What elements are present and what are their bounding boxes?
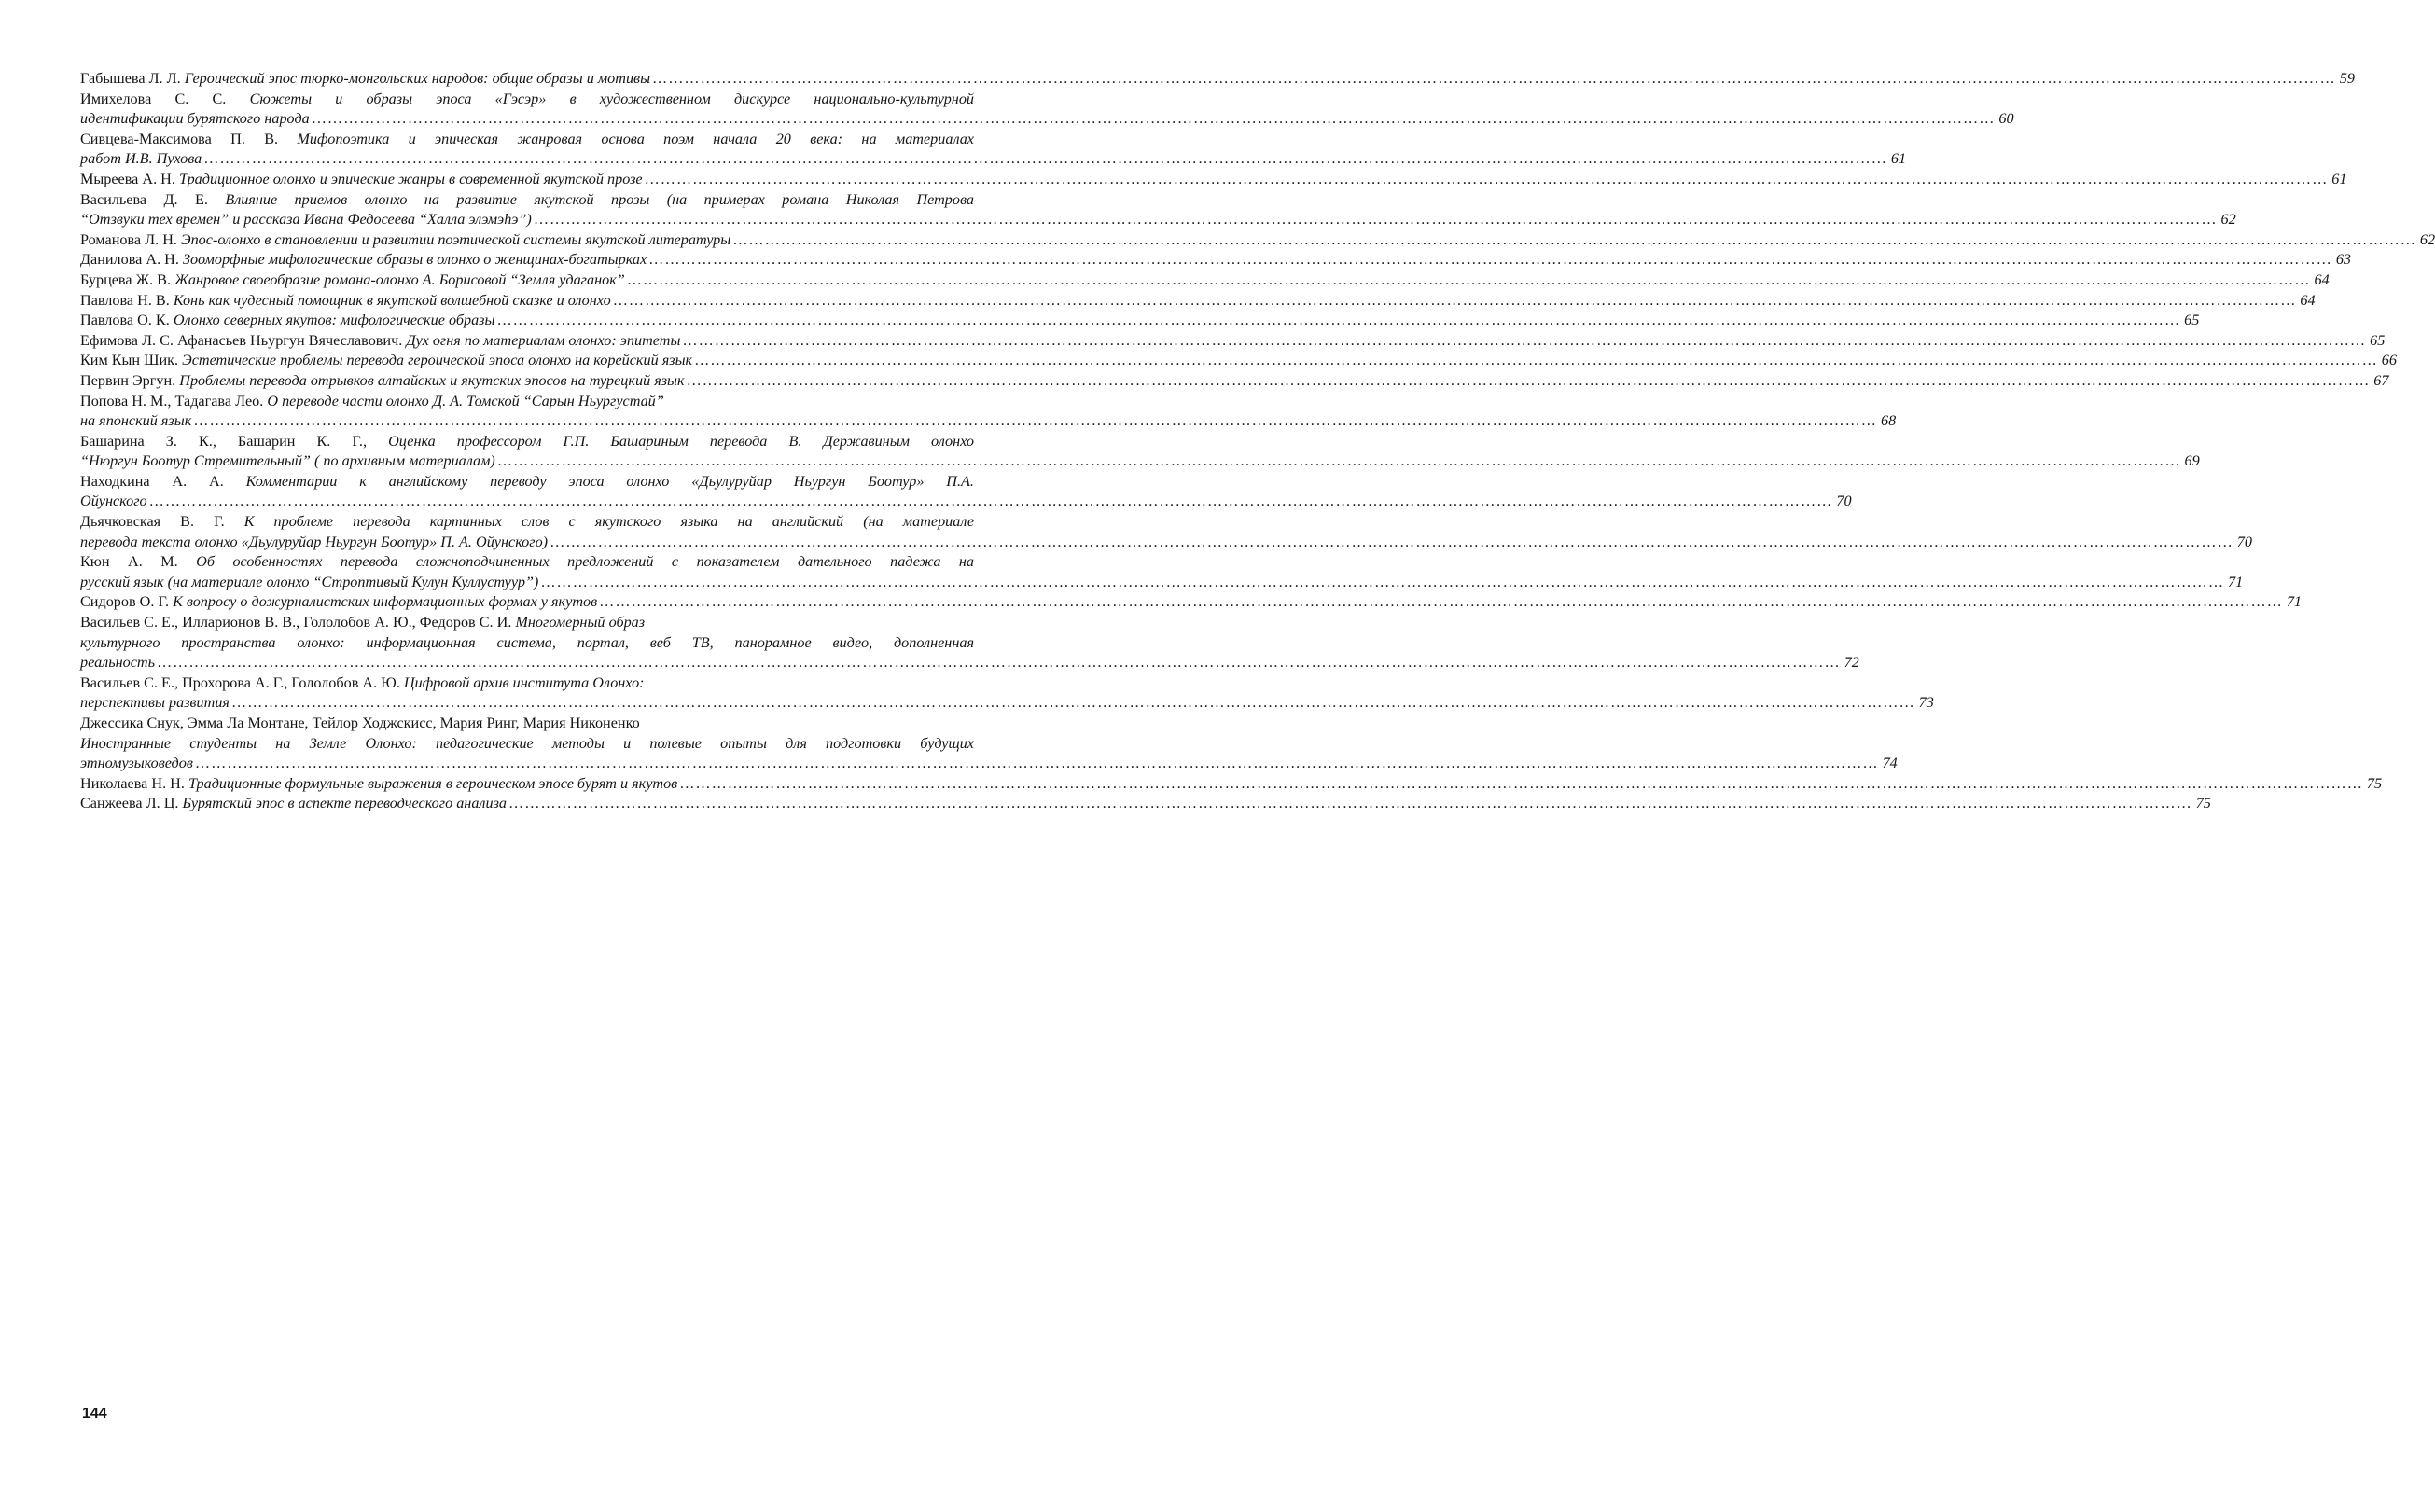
toc-line (80, 613, 974, 633)
toc-line-text (80, 473, 974, 490)
toc-entry (80, 552, 2244, 592)
toc-page-number: 71 (2286, 593, 2303, 611)
toc-leader-dots (611, 291, 2299, 312)
toc-title: Зооморфные мифологические образы в олонхо о женщинах-богатырках (182, 251, 647, 269)
toc-line (80, 653, 1859, 673)
toc-title: “Отзвуки тех времен” и рассказа Ивана Федосеева “Халла элэмэһэ”) (80, 211, 532, 229)
toc-title: перевода текста олонхо «Дьулуруйар Ньургун Боотур» П. А. Ойунского) (80, 533, 549, 550)
toc-page-number: 61 (1890, 150, 1907, 168)
page-number: 144 (82, 1406, 107, 1422)
toc-entry (80, 230, 2435, 251)
toc-line-text (80, 774, 677, 795)
toc-author: Попова Н. М., Тадагава Лео. (80, 392, 264, 409)
toc-page-number: 61 (2331, 170, 2347, 187)
toc-page-number: 62 (2419, 230, 2435, 248)
toc-page-number: 74 (1882, 755, 1898, 772)
toc-author: Павлова О. К. (80, 312, 170, 329)
toc-line (80, 392, 974, 412)
toc-line-text (80, 714, 640, 734)
toc-leader-dots (202, 149, 1889, 170)
toc-title: Многомерный образ (515, 614, 646, 631)
toc-author: Сидоров О. Г. (80, 593, 170, 611)
toc-line-text (80, 451, 495, 472)
toc-line-text (80, 754, 193, 774)
toc-author: Павлова Н. В. (80, 291, 170, 309)
toc-title: Мифопоэтика и эпическая жанровая основа поэм начала 20 века: на материалах (297, 130, 974, 147)
toc-line-text (80, 311, 494, 331)
toc-line (80, 573, 2244, 593)
toc-title: этномузыковедов (80, 755, 193, 772)
toc-title: Влияние приемов олонхо на развитие якутской прозы (на примерах романа Николая Петрова (225, 190, 974, 208)
toc-leader-dots (677, 774, 2365, 795)
toc-title: Ойунского (80, 492, 147, 510)
toc-title: идентификации бурятского народа (80, 110, 310, 128)
toc-line-text (80, 191, 974, 208)
toc-line-text (80, 673, 645, 694)
toc-leader-dots (647, 250, 2334, 270)
toc-line (80, 794, 2211, 814)
toc-leader-dots (597, 592, 2285, 613)
toc-line-text (80, 131, 974, 147)
toc-line (80, 371, 2389, 392)
toc-leader-dots (643, 170, 2331, 190)
toc-line-text (80, 653, 155, 673)
toc-entry (80, 170, 2347, 190)
toc-entry (80, 190, 2236, 230)
table-of-contents (80, 69, 2435, 814)
toc-line (80, 291, 2316, 312)
toc-entry (80, 371, 2389, 392)
toc-entry (80, 592, 2303, 613)
toc-title: Эпос-олонхо в становлении и развитии поэтической системы якутской литературы (180, 230, 731, 248)
toc-leader-dots (494, 311, 2182, 331)
toc-line-text (80, 149, 202, 170)
toc-author: Данилова А. Н. (80, 251, 179, 269)
toc-page-number: 67 (2373, 371, 2389, 389)
toc-line-text (80, 230, 730, 251)
toc-leader-dots (193, 754, 1881, 774)
toc-line (80, 714, 974, 734)
toc-line-text (80, 693, 230, 714)
toc-page-number: 64 (2300, 291, 2316, 309)
toc-title: “Нюргун Боотур Стремительный” ( по архивным материалам) (80, 452, 495, 470)
toc-line-text (80, 411, 191, 432)
toc-entry (80, 69, 2355, 90)
toc-author: Сивцева-Максимова П. В. (80, 130, 279, 147)
toc-page-number: 73 (1918, 694, 1934, 712)
toc-leader-dots (507, 794, 2194, 814)
toc-author: Ефимова Л. С. Афанасьев Ньургун Вячеславович. (80, 331, 403, 349)
toc-title: Бурятский эпос в аспекте переводческого анализа (182, 795, 507, 812)
toc-author: Васильев С. Е., Прохорова А. Г., Гололобов А. Ю. (80, 673, 400, 691)
toc-title: культурного пространства олонхо: информационная система, портал, веб ТВ, панорамное видео, дополненная (80, 633, 974, 651)
toc-leader-dots (685, 371, 2372, 392)
toc-entry (80, 311, 2200, 331)
toc-entry (80, 270, 2330, 291)
toc-author: Васильев С. Е., Илларионов В. В., Гололобов А. Ю., Федоров С. И. (80, 614, 512, 631)
toc-entry (80, 512, 2252, 552)
toc-page-number: 65 (2184, 312, 2200, 329)
toc-title: реальность (80, 654, 155, 672)
toc-leader-dots (155, 653, 1843, 673)
toc-leader-dots (310, 109, 1997, 130)
toc-author: Ким Кын Шик. (80, 352, 179, 369)
toc-title: Сюжеты и образы эпоса «Гэсэр» в художественном дискурсе национально-культурной (249, 90, 975, 107)
toc-line (80, 149, 1907, 170)
toc-line (80, 130, 974, 150)
toc-leader-dots (538, 573, 2226, 593)
toc-line (80, 170, 2347, 190)
toc-title: К вопросу о дожурналистских информационных формах у якутов (173, 593, 598, 611)
toc-line (80, 90, 974, 110)
toc-line (80, 411, 1897, 432)
toc-title: Комментарии к английскому переводу эпоса олонхо «Дьулуруйар Ньургун Боотур» П.А. (245, 472, 974, 490)
toc-line (80, 754, 1898, 774)
toc-line-text (80, 634, 974, 651)
toc-line (80, 633, 974, 654)
toc-page-number: 75 (2366, 774, 2383, 792)
toc-page-number: 70 (1836, 492, 1852, 510)
toc-entry (80, 90, 2014, 130)
toc-title: русский язык (на материале олонхо “Строптивый Кулун Куллустуур”) (80, 573, 539, 590)
toc-author: Габышева Л. Л. (80, 70, 181, 87)
toc-author: Николаева Н. Н. (80, 774, 185, 792)
toc-page-number: 68 (1880, 412, 1897, 430)
toc-leader-dots (680, 331, 2368, 352)
toc-title: Дух огня по материалам олонхо: эпитеты (406, 331, 681, 349)
toc-title: Традиционные формульные выражения в героическом эпосе бурят и якутов (188, 774, 678, 792)
toc-line (80, 270, 2330, 291)
toc-author: Кюн А. М. (80, 553, 178, 571)
toc-page-number: 62 (2220, 211, 2236, 229)
toc-line (80, 69, 2355, 90)
toc-entry (80, 392, 1897, 432)
toc-author: Бурцева Ж. В. (80, 270, 172, 288)
toc-title: К проблеме перевода картинных слов с якутского языка на английский (на материале (244, 513, 975, 531)
toc-line (80, 109, 2014, 130)
toc-line-text (80, 291, 611, 312)
toc-title: О переводе части олонхо Д. А. Томской “Сарын Ньургустай” (267, 392, 664, 409)
toc-leader-dots (730, 230, 2418, 251)
toc-leader-dots (230, 693, 1917, 714)
toc-title: перспективы развития (80, 694, 230, 712)
toc-author: Санжеева Л. Ц. (80, 795, 179, 812)
toc-title: Эстетические проблемы перевода героической эпоса олонхо на корейский язык (182, 352, 693, 369)
toc-line-text (80, 433, 974, 450)
toc-line (80, 734, 974, 755)
toc-author: Джессика Снук, Эмма Ла Монтане, Тейлор Ходжскисс, Мария Ринг, Мария Никоненко (80, 714, 640, 731)
toc-line (80, 190, 974, 211)
toc-entry (80, 613, 1859, 673)
toc-page-number: 65 (2370, 331, 2386, 349)
toc-page-number: 60 (1998, 110, 2014, 128)
toc-line-text (80, 210, 532, 230)
toc-title: Об особенностях перевода сложноподчиненных предложений с показателем дательного падежа на (196, 553, 975, 571)
toc-page-number: 66 (2381, 352, 2397, 369)
toc-entry (80, 472, 1852, 512)
toc-line (80, 472, 974, 492)
toc-author: Находкина А. А. (80, 472, 224, 490)
toc-author: Романова Л. Н. (80, 230, 177, 248)
toc-line-text (80, 533, 548, 553)
toc-line (80, 774, 2383, 795)
toc-line-text (80, 735, 974, 752)
toc-line (80, 552, 974, 573)
toc-line (80, 592, 2303, 613)
toc-leader-dots (650, 69, 2338, 90)
toc-line-text (80, 513, 974, 530)
toc-page-number: 63 (2335, 251, 2352, 269)
toc-page-number: 64 (2314, 270, 2330, 288)
toc-entry (80, 351, 2397, 371)
toc-title: работ И.В. Пухова (80, 150, 202, 168)
toc-line (80, 432, 974, 452)
toc-title: Конь как чудесный помощник в якутской волшебной сказке и олонхо (173, 291, 611, 309)
toc-entry (80, 714, 1898, 774)
toc-line-text (80, 109, 310, 130)
toc-title: Жанровое своеобразие романа-олонхо А. Борисовой “Земля удаганок” (174, 270, 625, 288)
toc-entry (80, 774, 2383, 795)
toc-title: Традиционное олонхо и эпические жанры в современной якутской прозе (178, 170, 643, 187)
toc-line-text (80, 794, 507, 814)
toc-entry (80, 432, 2200, 472)
toc-line (80, 210, 2236, 230)
toc-leader-dots (548, 533, 2235, 553)
toc-author: Башарина З. К., Башарин К. Г., (80, 432, 368, 450)
toc-leader-dots (147, 492, 1835, 512)
toc-line-text (80, 592, 597, 613)
toc-line (80, 331, 2386, 352)
toc-title: на японский язык (80, 412, 192, 430)
toc-page-number: 72 (1844, 654, 1859, 672)
toc-page-number: 70 (2236, 533, 2252, 550)
toc-line-text (80, 553, 974, 570)
toc-page-number: 59 (2339, 70, 2355, 87)
toc-leader-dots (625, 270, 2313, 291)
toc-line (80, 311, 2200, 331)
toc-line (80, 512, 974, 533)
toc-entry (80, 331, 2386, 352)
toc-line-text (80, 351, 692, 371)
toc-line (80, 250, 2352, 270)
toc-line (80, 230, 2435, 251)
toc-line-text (80, 250, 647, 270)
toc-line-text (80, 331, 680, 352)
toc-entry (80, 673, 1934, 714)
toc-page-number: 69 (2184, 452, 2200, 470)
toc-entry (80, 250, 2352, 270)
toc-leader-dots (692, 351, 2380, 371)
toc-line-text (80, 69, 650, 90)
toc-line-text (80, 90, 974, 107)
toc-line (80, 351, 2397, 371)
toc-line-text (80, 371, 685, 392)
toc-line-text (80, 270, 625, 291)
toc-line (80, 533, 2252, 553)
toc-line (80, 673, 974, 694)
toc-title: Олонхо северных якутов: мифологические образы (173, 312, 495, 329)
toc-page-number: 75 (2195, 795, 2211, 812)
toc-author: Васильева Д. Е. (80, 190, 208, 208)
toc-author: Имихелова С. С. (80, 90, 227, 107)
toc-page-number: 71 (2228, 573, 2244, 590)
toc-line (80, 693, 1934, 714)
toc-line-text (80, 573, 538, 593)
toc-author: Дьячковская В. Г. (80, 513, 225, 531)
toc-leader-dots (191, 411, 1879, 432)
toc-title: Оценка профессором Г.П. Башариным перевода В. Державиным олонхо (388, 432, 974, 450)
toc-line-text (80, 392, 664, 412)
toc-title: Героический эпос тюрко-монгольских народов: общие образы и мотивы (184, 70, 651, 87)
toc-title: Проблемы перевода отрывков алтайских и якутских эпосов на турецкий язык (179, 371, 685, 389)
toc-title: Цифровой архив института Олонхо: (403, 673, 645, 691)
toc-title: Иностранные студенты на Земле Олонхо: педагогические методы и полевые опыты для подготовки будущих (80, 734, 974, 752)
toc-line (80, 451, 2200, 472)
toc-entry (80, 130, 1907, 170)
toc-entry (80, 291, 2316, 312)
toc-line (80, 492, 1852, 512)
toc-entry (80, 794, 2211, 814)
toc-line-text (80, 170, 643, 190)
toc-line-text (80, 613, 645, 633)
toc-line-text (80, 492, 147, 512)
toc-leader-dots (495, 451, 2183, 472)
toc-author: Мыреева А. Н. (80, 170, 175, 187)
toc-author: Первин Эргун. (80, 371, 176, 389)
toc-leader-dots (532, 210, 2219, 230)
